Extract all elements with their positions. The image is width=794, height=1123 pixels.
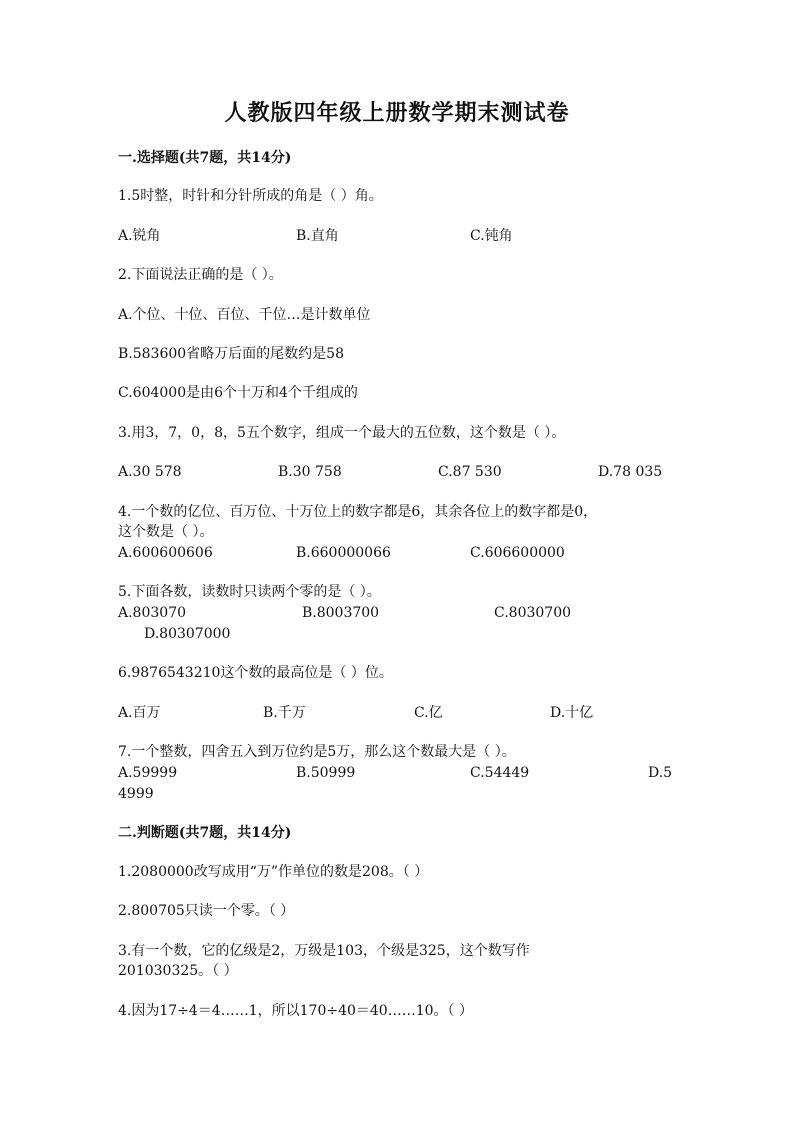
question-5-option-d: D.80307000 <box>144 626 231 642</box>
question-3-option-c: C.87 530 <box>438 464 502 480</box>
question-7-option-d-part1: D.5 <box>648 765 673 781</box>
judgement-3-line2: 201030325。（ ） <box>118 963 238 979</box>
judgement-4: 4.因为17÷4＝4……1，所以170÷40＝40……10。（ ） <box>118 1003 473 1019</box>
question-5-option-b: B.8003700 <box>302 605 380 621</box>
question-2-option-c: C.604000是由6个十万和4个千组成的 <box>118 385 358 401</box>
question-3-option-b: B.30 758 <box>278 464 342 480</box>
question-5-option-c: C.8030700 <box>494 605 572 621</box>
question-6-option-b: B.千万 <box>263 705 306 721</box>
section-heading-choice: 一.选择题(共7题，共14分) <box>118 150 292 166</box>
question-7-stem: 7.一个整数，四舍五入到万位约是5万，那么这个数最大是（ ）。 <box>118 744 516 760</box>
judgement-1: 1.2080000改写成用“万”作单位的数是208。（ ） <box>118 864 429 880</box>
question-1-option-b: B.直角 <box>296 228 339 244</box>
question-3-option-d: D.78 035 <box>598 464 663 480</box>
question-5-stem: 5.下面各数，读数时只读两个零的是（ ）。 <box>118 584 381 600</box>
question-1-stem: 1.5时整，时针和分针所成的角是（ ）角。 <box>118 188 383 204</box>
question-7-option-b: B.50999 <box>296 765 356 781</box>
question-2-option-a: A.个位、十位、百位、千位…是计数单位 <box>118 307 371 323</box>
question-4-option-b: B.660000066 <box>296 545 391 561</box>
judgement-2: 2.800705只读一个零。（ ） <box>118 903 295 919</box>
question-7-option-c: C.54449 <box>470 765 530 781</box>
judgement-3-line1: 3.有一个数，它的亿级是2，万级是103，个级是325，这个数写作 <box>118 943 530 959</box>
question-4-stem-line1: 4.一个数的亿位、百万位、十万位上的数字都是6，其余各位上的数字都是0， <box>118 504 598 520</box>
question-6-option-a: A.百万 <box>118 705 161 721</box>
question-7-option-a: A.59999 <box>118 765 178 781</box>
question-6-option-d: D.十亿 <box>550 705 594 721</box>
question-4-option-a: A.600600606 <box>118 545 213 561</box>
question-4-option-c: C.606600000 <box>470 545 565 561</box>
question-6-option-c: C.亿 <box>414 705 443 721</box>
question-1-option-a: A.锐角 <box>118 228 161 244</box>
question-5-option-a: A.803070 <box>118 605 187 621</box>
question-3-stem: 3.用3，7，0，8，5五个数字，组成一个最大的五位数，这个数是（ ）。 <box>118 425 566 441</box>
question-2-stem: 2.下面说法正确的是（ ）。 <box>118 267 283 283</box>
question-7-option-d-part2: 4999 <box>118 786 154 802</box>
section-heading-judgement: 二.判断题(共7题，共14分) <box>118 825 292 841</box>
question-1-option-c: C.钝角 <box>470 228 513 244</box>
page-title: 人教版四年级上册数学期末测试卷 <box>224 100 570 126</box>
question-2-option-b: B.583600省略万后面的尾数约是58 <box>118 346 344 362</box>
question-4-stem-line2: 这个数是（ ）。 <box>118 524 214 540</box>
question-3-option-a: A.30 578 <box>118 464 182 480</box>
question-6-stem: 6.9876543210这个数的最高位是（ ）位。 <box>118 665 393 681</box>
